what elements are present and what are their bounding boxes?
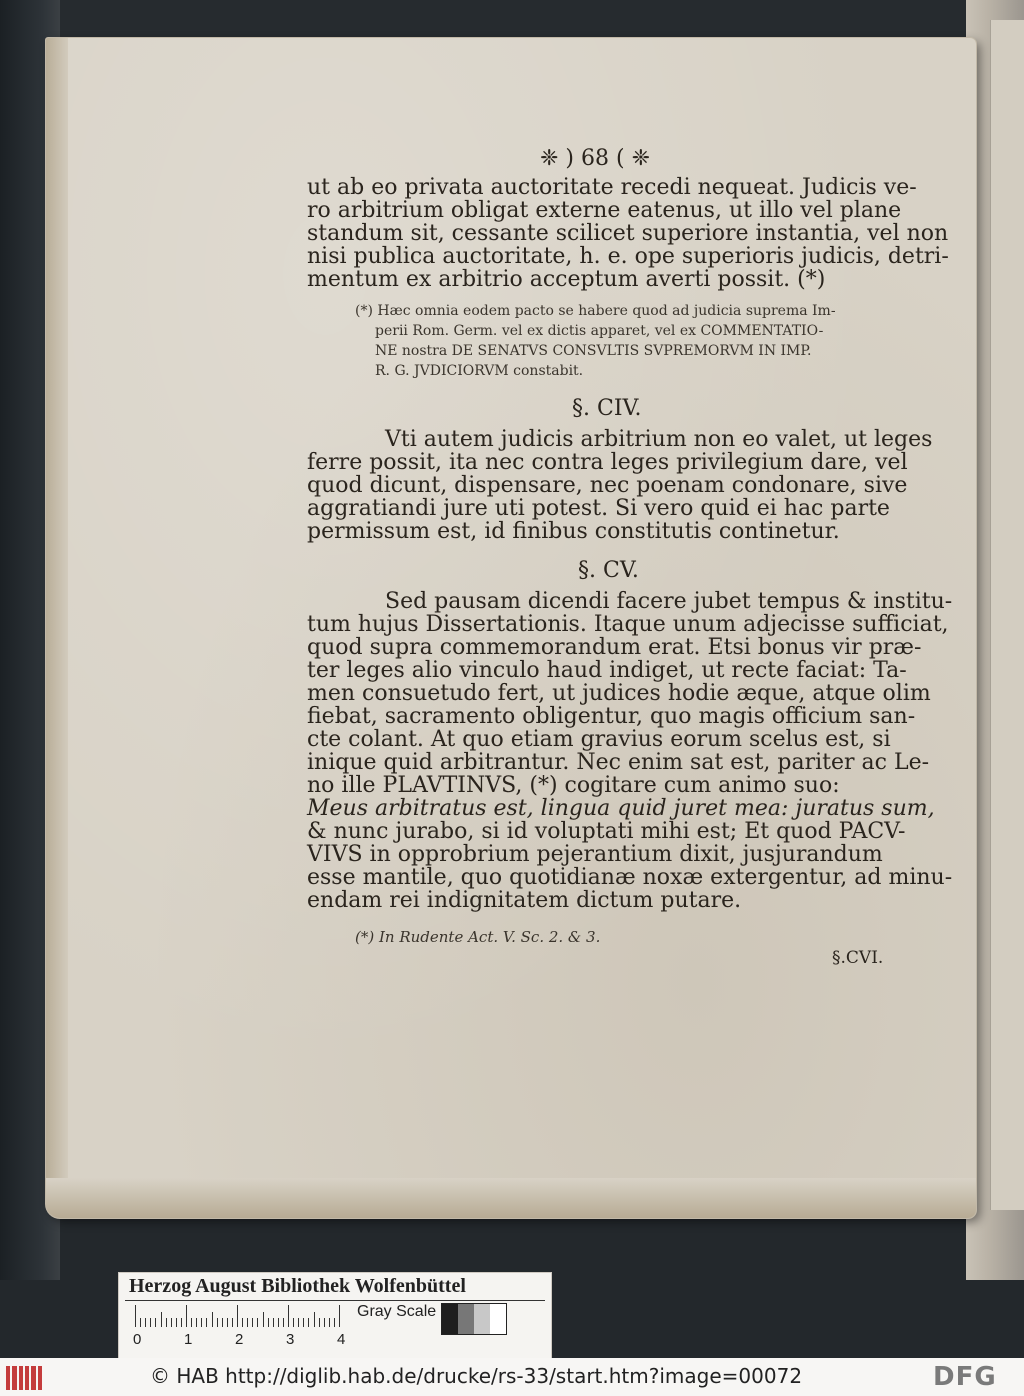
adjacent-page: [990, 20, 1024, 1210]
ruler-number: 3: [286, 1331, 295, 1348]
footnote-line: NE nostra DE SENATVS CONSVLTIS SVPREMORVM IN IMP.: [375, 343, 812, 359]
ruler: [135, 1305, 335, 1327]
ruler-tick: [288, 1305, 289, 1327]
ruler-tick: [308, 1318, 309, 1327]
ruler-tick: [166, 1318, 167, 1327]
footnote-line: perii Rom. Germ. vel ex dictis apparet, vel ex COMMENTATIO-: [375, 323, 824, 339]
ruler-tick: [186, 1305, 187, 1327]
gray-swatch: [442, 1304, 458, 1334]
gray-swatch: [458, 1304, 474, 1334]
ruler-tick: [237, 1305, 238, 1327]
ruler-tick: [324, 1318, 325, 1327]
text-line: fiebat, sacramento obligentur, quo magis officium san-: [307, 704, 916, 729]
section-heading: §. CIV.: [572, 396, 642, 421]
ruler-number: 1: [184, 1331, 193, 1348]
ruler-tick: [329, 1318, 330, 1327]
ruler-tick: [191, 1318, 192, 1327]
ruler-number: 2: [235, 1331, 244, 1348]
ruler-tick: [150, 1318, 151, 1327]
ruler-tick: [217, 1318, 218, 1327]
ruler-tick: [196, 1318, 197, 1327]
footer-url[interactable]: © HAB http://diglib.hab.de/drucke/rs-33/start.htm?image=00072: [150, 1364, 803, 1388]
section-heading: §. CV.: [578, 558, 639, 583]
ruler-tick: [206, 1318, 207, 1327]
ruler-tick: [339, 1305, 340, 1327]
footnote-line: (*) In Rudente Act. V. Sc. 2. & 3.: [355, 928, 601, 946]
text-line: quod dicunt, dispensare, nec poenam condonare, sive: [307, 473, 908, 498]
ruler-tick: [135, 1305, 136, 1327]
ruler-tick: [268, 1318, 269, 1327]
ruler-tick: [283, 1318, 284, 1327]
ruler-number: 0: [133, 1331, 142, 1348]
text-line: tum hujus Dissertationis. Itaque unum adjecisse sufficiat,: [307, 612, 949, 637]
ruler-tick: [273, 1318, 274, 1327]
catchword: §.CVI.: [832, 948, 884, 968]
ruler-tick: [232, 1318, 233, 1327]
text-line: ferre possit, ita nec contra leges privilegium dare, vel: [307, 450, 908, 475]
ruler-tick: [303, 1318, 304, 1327]
text-line: aggratiandi jure uti potest. Si vero quid ei hac parte: [307, 496, 890, 521]
ruler-tick: [334, 1318, 335, 1327]
footnote-line: R. G. JVDICIORVM constabit.: [375, 363, 584, 379]
library-label: [118, 1272, 552, 1360]
ruler-tick: [176, 1318, 177, 1327]
text-line: ro arbitrium obligat externe eatenus, ut illo vel plane: [307, 198, 902, 223]
hab-logo-icon[interactable]: [6, 1366, 42, 1390]
ruler-number: 4: [337, 1331, 346, 1348]
ruler-tick: [155, 1318, 156, 1327]
ruler-tick: [140, 1318, 141, 1327]
gray-scale-bar: [441, 1303, 507, 1335]
ruler-tick: [181, 1318, 182, 1327]
text-line: VIVS in opprobrium pejerantium dixit, jusjurandum: [307, 842, 883, 867]
ruler-tick: [278, 1318, 279, 1327]
gray-swatch: [490, 1304, 506, 1334]
text-line: inique quid arbitrantur. Nec enim sat est, pariter ac Le-: [307, 750, 930, 775]
text-line: mentum ex arbitrio acceptum averti possit. (*): [307, 267, 826, 292]
ruler-tick: [247, 1318, 248, 1327]
gray-swatch: [474, 1304, 490, 1334]
page-header: ❈ ) 68 ( ❈: [540, 146, 650, 171]
text-line: esse mantile, quo quotidianæ noxæ extergentur, ad minu-: [307, 865, 953, 890]
text-line: cte colant. At quo etiam gravius eorum scelus est, si: [307, 727, 891, 752]
backdrop-top: [0, 0, 1024, 40]
footer-bar: [0, 1358, 1024, 1396]
ruler-tick: [212, 1312, 213, 1327]
library-name: Herzog August Bibliothek Wolfenbüttel: [129, 1275, 466, 1297]
ruler-tick: [252, 1318, 253, 1327]
text-line-italic: Meus arbitratus est, lingua quid juret mea: juratus sum,: [307, 796, 935, 821]
text-line: ut ab eo privata auctoritate recedi nequeat. Judicis ve-: [307, 175, 917, 200]
page-edge-left: [46, 38, 68, 1218]
ruler-tick: [227, 1318, 228, 1327]
ruler-tick: [145, 1318, 146, 1327]
ruler-tick: [201, 1318, 202, 1327]
text-line: Vti autem judicis arbitrium non eo valet, ut leges: [385, 427, 933, 452]
text-line: men consuetudo fert, ut judices hodie æque, atque olim: [307, 681, 931, 706]
ruler-tick: [298, 1318, 299, 1327]
ruler-tick: [161, 1312, 162, 1327]
ruler-tick: [257, 1318, 258, 1327]
gray-scale-label: Gray Scale: [357, 1303, 437, 1320]
ruler-tick: [319, 1318, 320, 1327]
ruler-tick: [242, 1318, 243, 1327]
label-divider: [125, 1300, 545, 1301]
ruler-tick: [293, 1318, 294, 1327]
text-line: permissum est, id finibus constitutis continetur.: [307, 519, 840, 544]
text-line: & nunc jurabo, si id voluptati mihi est; Et quod PACV-: [307, 819, 906, 844]
text-line: ter leges alio vinculo haud indiget, ut recte faciat: Ta-: [307, 658, 907, 683]
text-line: Sed pausam dicendi facere jubet tempus & institu-: [385, 589, 953, 614]
text-line: no ille PLAVTINVS, (*) cogitare cum animo suo:: [307, 773, 840, 798]
text-line: endam rei indignitatem dictum putare.: [307, 888, 742, 913]
page-edge-bottom: [46, 1178, 976, 1218]
ruler-tick: [222, 1318, 223, 1327]
footnote-line: (*) Hæc omnia eodem pacto se habere quod ad judicia suprema Im-: [355, 303, 836, 319]
text-line: quod supra commemorandum erat. Etsi bonus vir præ-: [307, 635, 922, 660]
ruler-tick: [314, 1312, 315, 1327]
ruler-tick: [263, 1312, 264, 1327]
text-line: nisi publica auctoritate, h. e. ope superioris judicis, detri-: [307, 244, 949, 269]
text-line: standum sit, cessante scilicet superiore instantia, vel non: [307, 221, 949, 246]
dfg-logo[interactable]: DFG: [933, 1362, 997, 1392]
ruler-tick: [171, 1318, 172, 1327]
